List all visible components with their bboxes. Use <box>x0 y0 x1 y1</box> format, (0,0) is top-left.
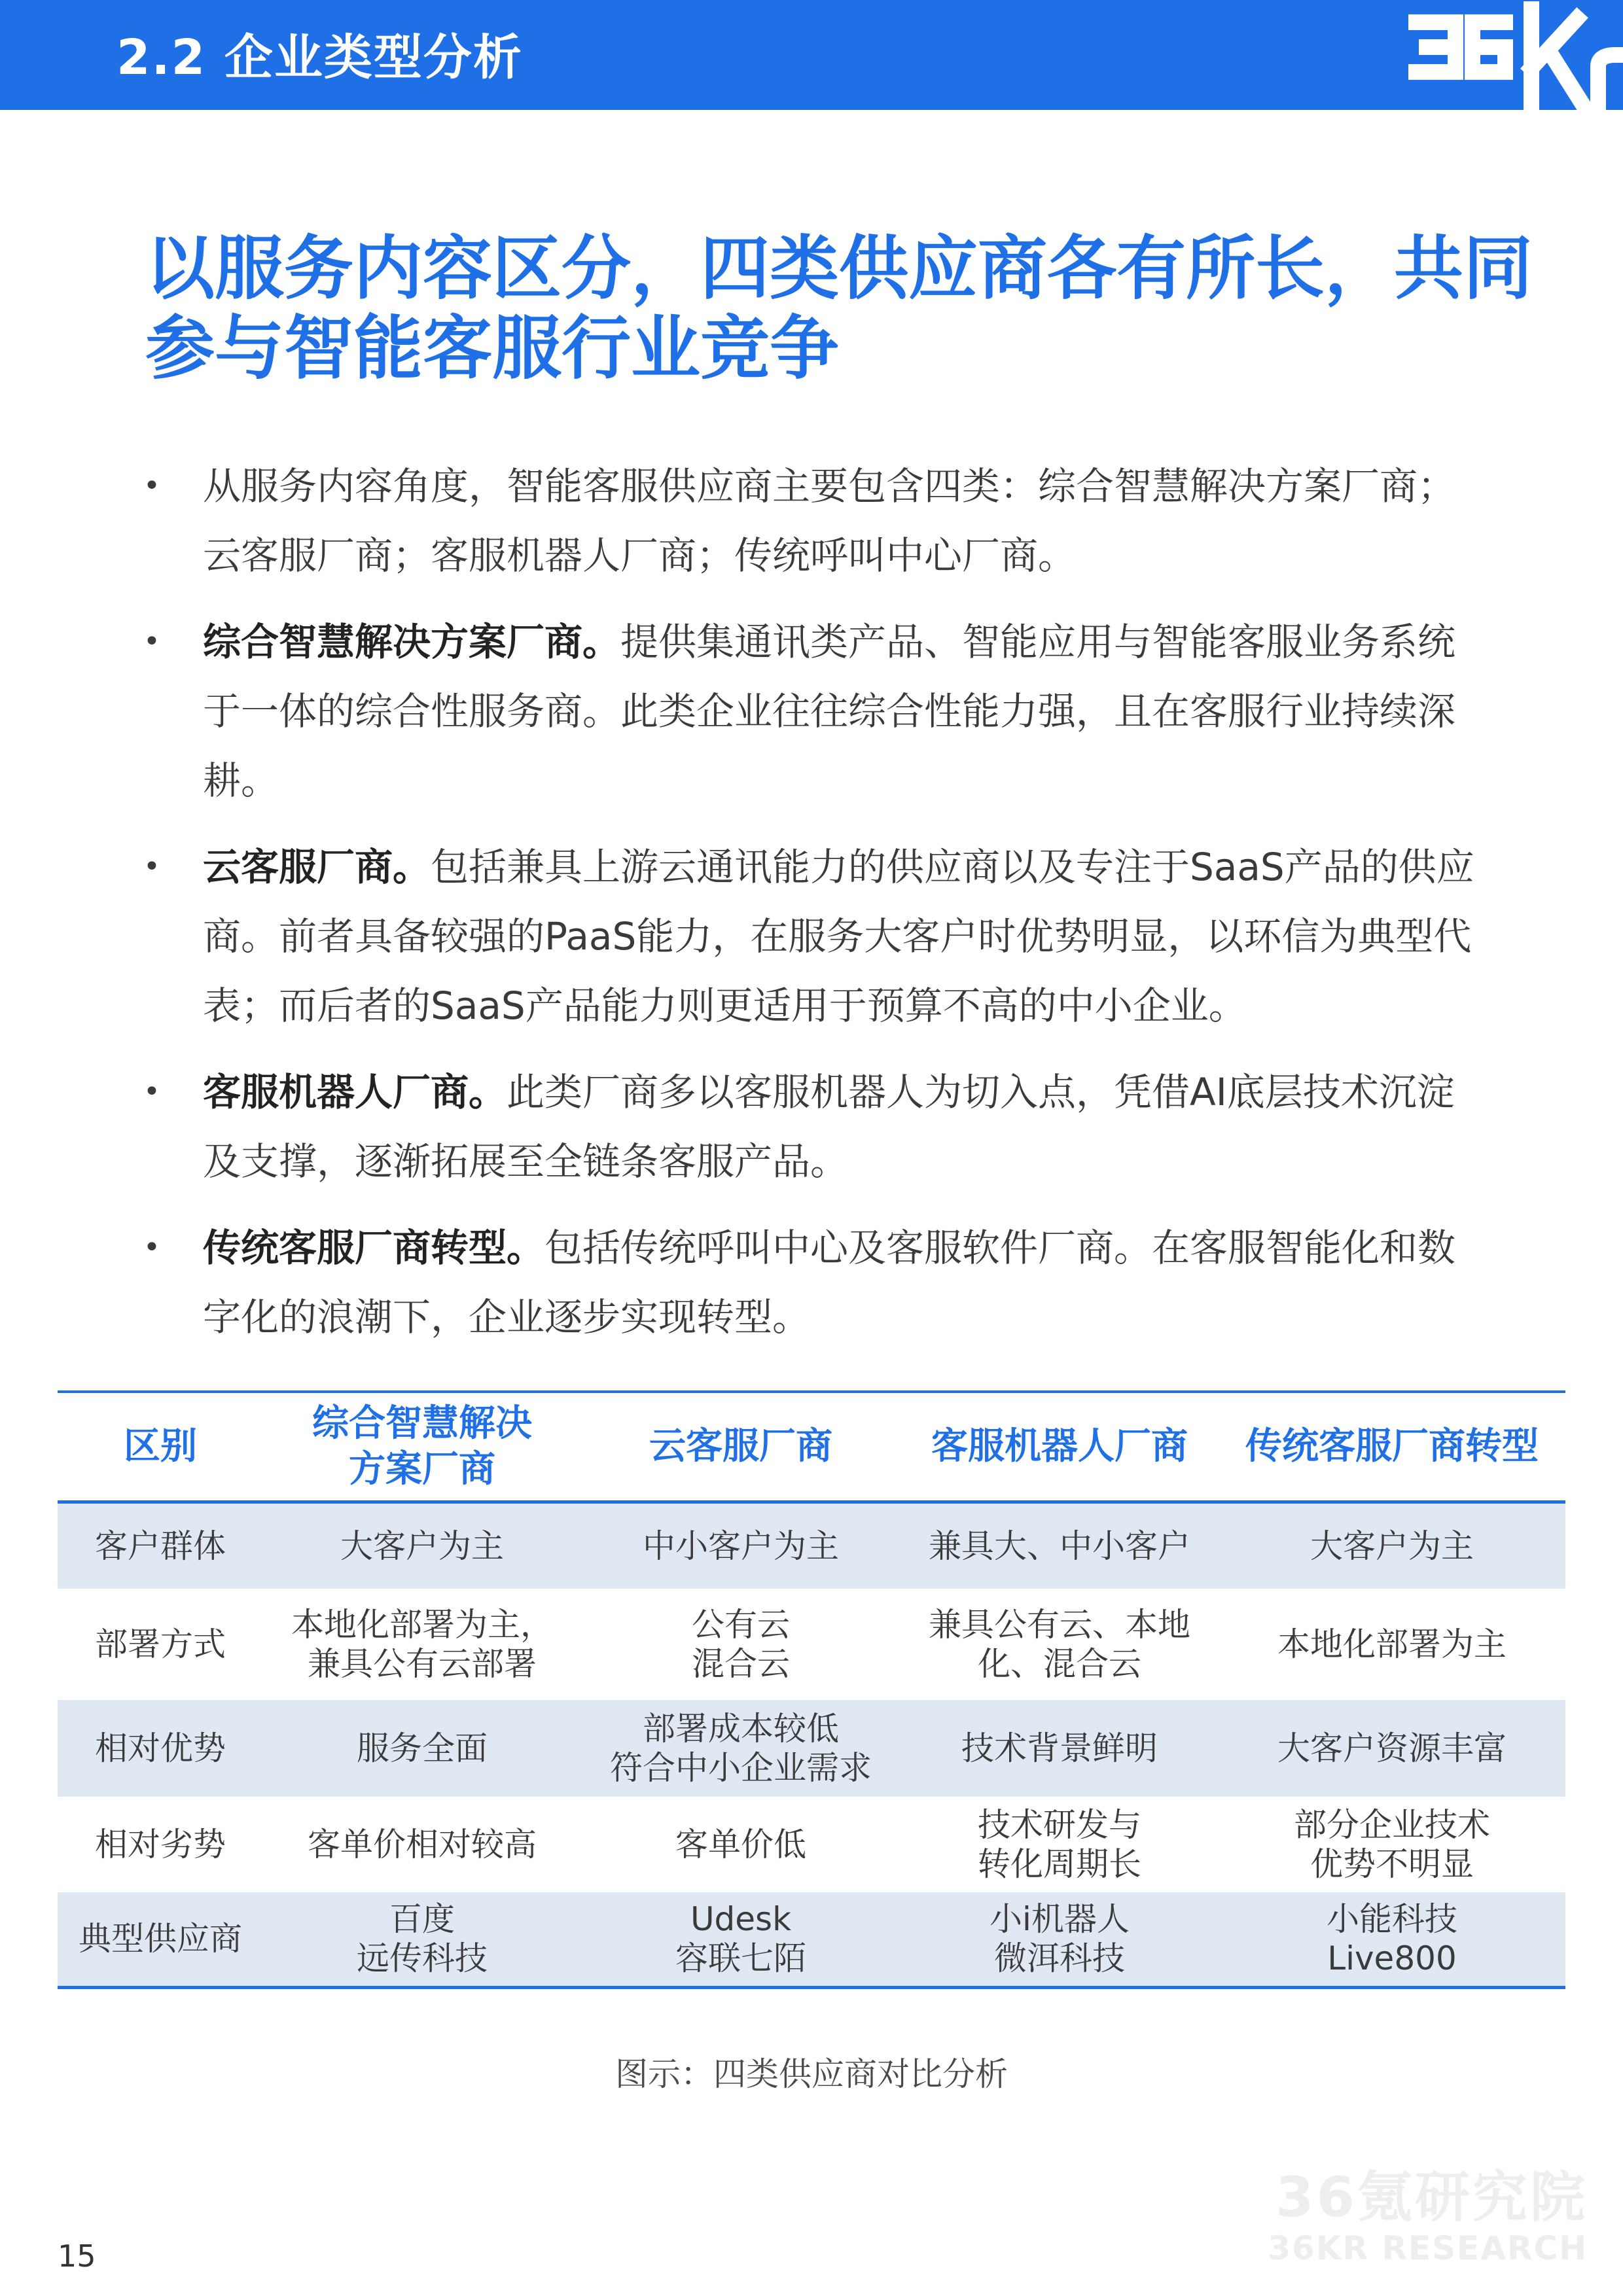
table-cell: 技术背景鲜明 <box>901 1700 1219 1797</box>
table-cell: 大客户资源丰富 <box>1219 1700 1565 1797</box>
table-header-cell: 客服机器人厂商 <box>901 1392 1219 1502</box>
bullet-dot-icon: • <box>143 1231 160 1264</box>
bullet-dot-icon: • <box>143 1075 160 1108</box>
table-cell: Udesk 容联七陌 <box>581 1892 901 1988</box>
row-label-cell: 客户群体 <box>58 1502 263 1589</box>
table-cell: 服务全面 <box>263 1700 581 1797</box>
table-cell: 本地化部署为主， 兼具公有云部署 <box>291 1605 553 1683</box>
table-cell: 兼具公有云、本地 化、混合云 <box>929 1605 1190 1683</box>
bullet-item <box>137 832 1486 1040</box>
table-header-cell: 云客服厂商 <box>581 1392 901 1502</box>
figure-caption: 图示：四类供应商对比分析 <box>615 2055 1008 2093</box>
header-bar <box>0 0 1623 110</box>
bullet-text: 包括传统呼叫中心及客服软件厂商。在客服智能化和数字化的浪潮下，企业逐步实现转型。 <box>203 1226 1456 1339</box>
table-header-cell: 区别 <box>58 1392 263 1502</box>
table-cell: 技术研发与 转化周期长 <box>978 1805 1141 1883</box>
bullet-dot-icon: • <box>143 850 160 883</box>
bullet-text: 提供集通讯类产品、智能应用与智能客服业务系统于一体的综合性服务商。此类企业往往综合性能力强，且在客服行业持续深耕。 <box>203 620 1456 803</box>
watermark <box>1268 2166 1588 2268</box>
bullet-term: 云客服厂商。 <box>203 845 431 889</box>
bullet-item <box>137 1213 1486 1352</box>
table-cell: 部分企业技术 优势不明显 <box>1294 1805 1490 1883</box>
table-cell: 兼具大、中小客户 <box>901 1502 1219 1589</box>
bullet-dot-icon: • <box>143 469 160 503</box>
table-cell: 百度 远传科技 <box>263 1892 581 1988</box>
table-row <box>58 1502 1565 1589</box>
table-header-row <box>58 1392 1565 1502</box>
bullet-item <box>137 451 1486 590</box>
bullet-text: 此类厂商多以客服机器人为切入点，凭借AI底层技术沉淀及支撑，逐渐拓展至全链条客服产品。 <box>203 1070 1455 1184</box>
table-cell: 公有云 混合云 <box>692 1605 790 1683</box>
table-cell: 本地化部署为主 <box>1277 1625 1507 1663</box>
bullet-item <box>137 1057 1486 1196</box>
table-cell: 客单价低 <box>675 1825 806 1863</box>
row-label-cell: 相对优势 <box>58 1700 263 1797</box>
table-cell: 部署成本较低 符合中小企业需求 <box>581 1700 901 1797</box>
page-heading: 以服务内容区分，四类供应商各有所长，共同参与智能客服行业竞争 <box>145 228 1533 389</box>
table-row <box>58 1589 1565 1700</box>
row-label-cell: 典型供应商 <box>58 1892 263 1988</box>
page-number: 15 <box>58 2238 96 2274</box>
brand-logo <box>1407 0 1623 110</box>
bullet-term: 传统客服厂商转型。 <box>203 1226 545 1270</box>
bullet-term: 综合智慧解决方案厂商。 <box>203 620 621 664</box>
bullet-dot-icon: • <box>143 625 160 658</box>
row-label-cell: 部署方式 <box>95 1625 226 1663</box>
bullet-list <box>137 451 1486 1369</box>
table-row <box>58 1700 1565 1797</box>
bullet-item <box>137 607 1486 815</box>
table-cell: 客单价相对较高 <box>308 1825 537 1863</box>
watermark-cn: 36氪研究院 <box>1275 2165 1588 2229</box>
table-header-cell: 综合智慧解决 方案厂商 <box>263 1392 581 1502</box>
table-cell: 大客户为主 <box>1219 1502 1565 1589</box>
row-label-cell: 相对劣势 <box>95 1825 226 1863</box>
comparison-table <box>58 1390 1565 1989</box>
bullet-term: 客服机器人厂商。 <box>203 1070 507 1114</box>
table-cell: 大客户为主 <box>263 1502 581 1589</box>
table-row <box>58 1797 1565 1892</box>
table-cell: 小能科技 Live800 <box>1219 1892 1565 1988</box>
table-cell: 中小客户为主 <box>581 1502 901 1589</box>
bullet-text: 包括兼具上游云通讯能力的供应商以及专注于SaaS产品的供应商。前者具备较强的PaaS能力，在服务大客户时优势明显，以环信为典型代表；而后者的SaaS产品能力则更适用于预算不高的中小企业。 <box>203 845 1474 1028</box>
section-title: 2.2 企业类型分析 <box>116 29 523 86</box>
table-cell: 小i机器人 微洱科技 <box>901 1892 1219 1988</box>
table-row <box>58 1892 1565 1988</box>
watermark-en: 36KR RESEARCH <box>1268 2229 1588 2267</box>
table-header-cell: 传统客服厂商转型 <box>1219 1392 1565 1502</box>
bullet-text: 从服务内容角度，智能客服供应商主要包含四类：综合智慧解决方案厂商；云客服厂商；客服机器人厂商；传统呼叫中心厂商。 <box>203 464 1456 578</box>
